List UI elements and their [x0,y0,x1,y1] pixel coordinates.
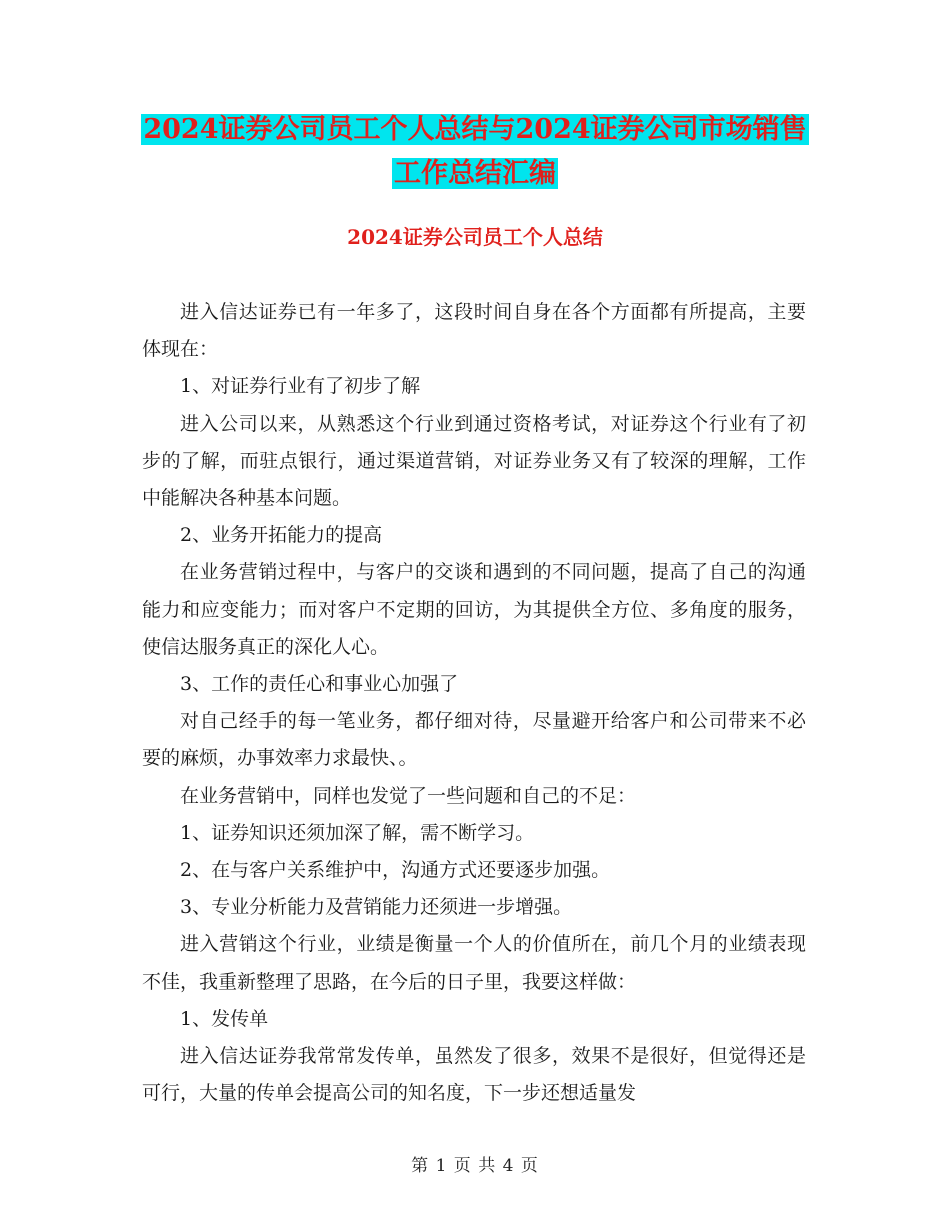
title-line-1: 2024证券公司员工个人总结与2024证券公司市场销售 [143,114,807,145]
document-title [0,108,950,196]
paragraph: 进入营销这个行业，业绩是衡量一个人的价值所在，前几个月的业绩表现不佳，我重新整理了思路，在今后的日子里，我要这样做： [142,933,806,993]
paragraph: 2、在与客户关系维护中，沟通方式还要逐步加强。 [180,859,611,882]
paragraph: 1、对证券行业有了初步了解 [180,375,421,398]
paragraph: 2、业务开拓能力的提高 [180,524,383,547]
paragraph: 在业务营销过程中，与客户的交谈和遇到的不同问题，提高了自己的沟通能力和应变能力；而对客户不定期的回访，为其提供全方位、多角度的服务，使信达服务真正的深化人心。 [142,561,806,658]
paragraph: 对自己经手的每一笔业务，都仔细对待，尽量避开给客户和公司带来不必要的麻烦，办事效率力求最快、。 [142,710,806,770]
paragraph: 进入信达证券我常常发传单，虽然发了很多，效果不是很好，但觉得还是可行，大量的传单会提高公司的知名度，下一步还想适量发 [142,1045,806,1105]
paragraph: 在业务营销中，同样也发觉了一些问题和自己的不足： [180,784,637,807]
page-footer: 第 1 页 共 4 页 [411,1156,539,1176]
paragraph: 1、发传单 [180,1007,269,1030]
paragraph: 进入信达证券已有一年多了，这段时间自身在各个方面都有所提高，主要体现在： [142,301,806,361]
paragraph: 3、专业分析能力及营销能力还须进一步增强。 [180,896,573,919]
title-line-2: 工作总结汇编 [394,158,556,189]
paragraph: 3、工作的责任心和事业心加强了 [180,673,459,696]
section-title: 2024证券公司员工个人总结 [347,225,603,249]
paragraph: 进入公司以来，从熟悉这个行业到通过资格考试，对证券这个行业有了初步的了解，而驻点银行，通过渠道营销，对证券业务又有了较深的理解，工作中能解决各种基本问题。 [142,412,806,510]
document-body [142,294,806,1112]
paragraph: 1、证券知识还须加深了解，需不断学习。 [180,821,535,844]
